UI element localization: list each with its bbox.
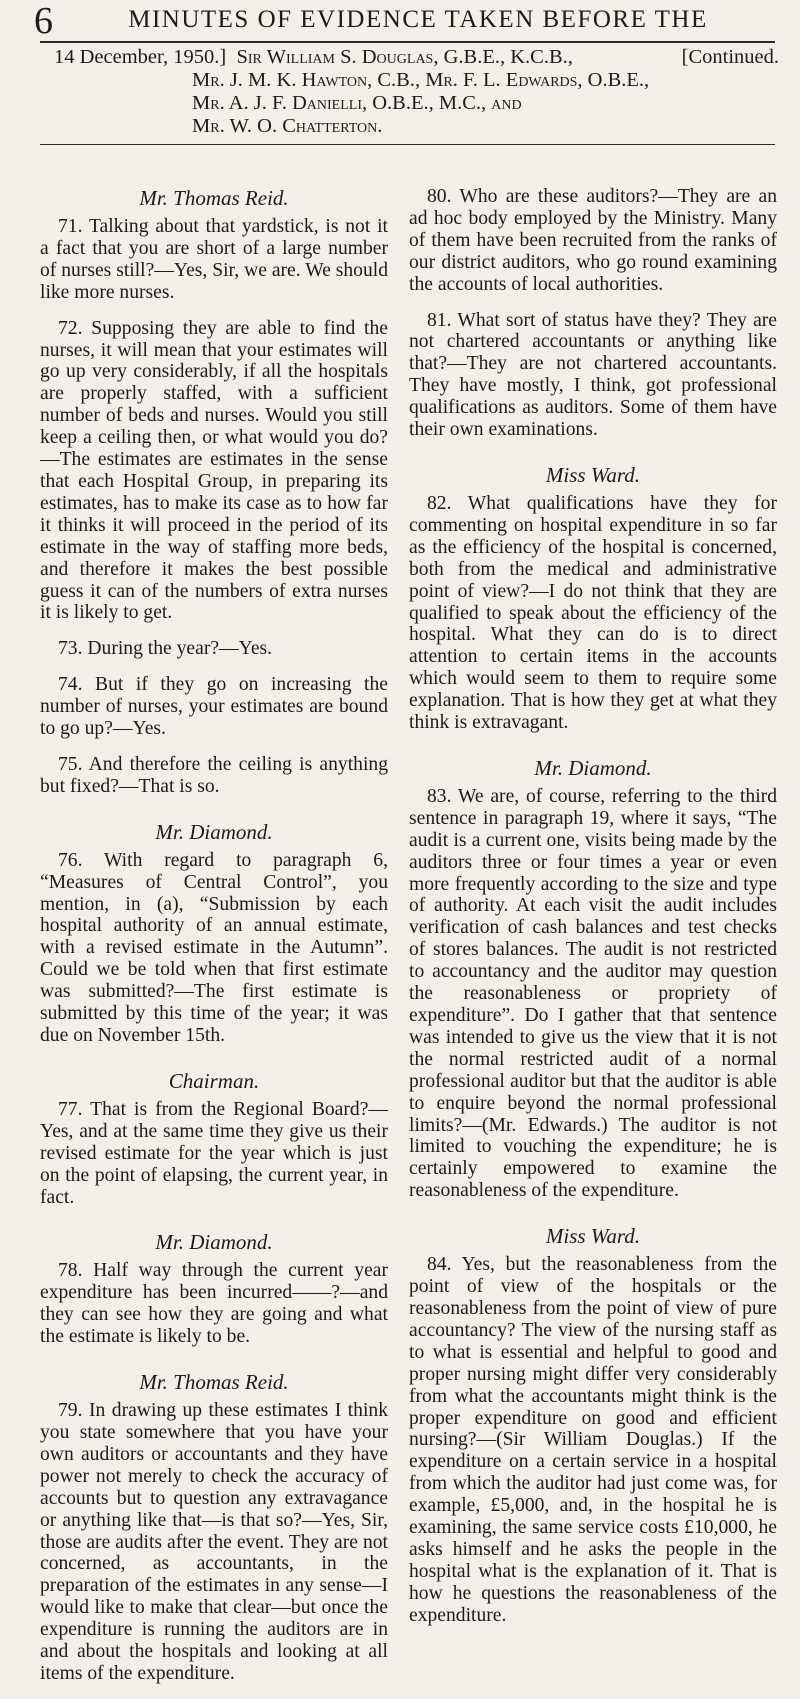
question-75: 75. And therefore the ceiling is anything but fixed?—That is so.: [40, 753, 388, 797]
question-71: 71. Talking about that yardstick, is not it a fact that you are short of a large number of nurses still?—Yes, Sir, we are. We should like more nurses.: [40, 216, 388, 303]
question-84: 84. Yes, but the reasonableness from the point of view of the hospitals or the reasonableness from the point of view of pure accountancy? The view of the nursing staff as to what is essential and helpful to good and proper nursing might differ very considerably from what the accountants might think is the proper expenditure on good and efficient nursing?—(Sir William Douglas.) If the expenditure on a certain service in a hospital from which the auditor had just come was, for example, £5,000, and, in the hospital he is examining, the same service costs £10,000, he asks himself and he asks the people in the hospital what is the explanation of it. That is how he questions the reasonableness of the expenditure.: [409, 1254, 777, 1626]
header-rule: [40, 144, 775, 145]
question-78: 78. Half way through the current year expenditure has been incurred——?—and they can see how they are going and what the estimate is likely to be.: [40, 1260, 388, 1348]
question-77: 77. That is from the Regional Board?—Yes, and at the same time they give us their revised estimate for the year which is just on the point of elapsing, the current year, in fact.: [40, 1098, 388, 1208]
speaker-heading: Miss Ward.: [545, 462, 641, 487]
page-number: 6: [34, 0, 53, 42]
session-line-1: [54, 46, 779, 69]
session-date: 14 December, 1950.]: [54, 46, 227, 68]
speaker-heading: Miss Ward.: [545, 1224, 641, 1249]
speaker-heading: Chairman.: [168, 1068, 260, 1093]
question-80: 80. Who are these auditors?—They are an ad hoc body employed by the Ministry. Many of them have been recruited from the ranks of our district auditors, who go round examining the accounts of local authorities.: [409, 186, 777, 295]
question-76: 76. With regard to paragraph 6, “Measures of Central Control”, you mention, in (a), “Submission by each hospital authority of an annual estimate, with a revised estimate in the Autumn”. Could we be told when that first estimate was submitted?—The first estimate is submitted by this time of the year; it was due on November 15th.: [40, 849, 388, 1046]
continued-label: [Continued.: [681, 46, 779, 68]
speaker-heading: Mr. Diamond.: [155, 1230, 273, 1255]
witness-list-1: Sir William S. Douglas, G.B.E., K.C.B.,: [236, 46, 573, 68]
question-79: 79. In drawing up these estimates I think you state somewhere that you have your own auditors or accountants and they have power not merely to check the accuracy of accounts but to question any extravagance or anything like that—is that so?—Yes, Sir, those are audits after the event. They are not concerned, as accountants, in the preparation of the estimates in any sense—I would like to make that clear—but once the expenditure is running the auditors are in and about the hospitals and looking at all items of the expenditure.: [40, 1400, 388, 1684]
question-81: 81. What sort of status have they? They are not chartered accountants or anything like that?—They are not chartered accountants. They have mostly, I think, got professional qualifications as auditors. Some of them have their own examinations.: [409, 309, 777, 441]
left-column: [40, 186, 388, 1699]
question-73: 73. During the year?—Yes.: [58, 638, 273, 660]
question-74: 74. But if they go on increasing the number of nurses, your estimates are bound to go up?—Yes.: [40, 674, 388, 740]
witness-list-4: Mr. W. O. Chatterton.: [192, 115, 383, 137]
speaker-heading: Mr. Diamond.: [155, 819, 273, 844]
speaker-heading: Mr. Diamond.: [534, 755, 652, 780]
top-rule: [40, 41, 775, 43]
witness-list-3: Mr. A. J. F. Danielli, O.B.E., M.C., and: [192, 92, 522, 114]
right-column: [409, 186, 777, 1641]
speaker-heading: Mr. Thomas Reid.: [139, 186, 289, 210]
question-83: 83. We are, of course, referring to the third sentence in paragraph 19, where it says, “The audit is a current one, visits being made by the auditors three or four times a year or even more frequently according to the size and type of authority. At each visit the audit includes verification of cash balances and test checks of stores balances. The audit is not restricted to accountancy and the auditor may question the reasonableness or propriety of expenditure”. Do I gather that that sentence was intended to give us the view that it is not the normal restricted audit of a normal professional auditor but that the auditor is able to enquire beyond the normal professional limits?—(Mr. Edwards.) The auditor is not limited to vouching the expenditure; he is certainly empowered to examine the reasonableness of the expenditure.: [409, 785, 777, 1202]
question-72: 72. Supposing they are able to find the nurses, it will mean that your estimates will go up very considerably, if all the hospitals are properly staffed, with a sufficient number of beds and nurses. Would you still keep a ceiling then, or what would you do?—The estimates are estimates in the sense that each Hospital Group, in preparing its estimates, has to make its case as to how far it thinks it will proceed in the period of its estimate in the way of staffing more beds, and therefore it makes the best possible guess it can of the numbers of extra nurses it is likely to get.: [40, 317, 388, 624]
session-heading: [54, 46, 779, 138]
running-title: MINUTES OF EVIDENCE TAKEN BEFORE THE: [128, 6, 708, 33]
speaker-heading: Mr. Thomas Reid.: [139, 1370, 289, 1395]
witness-list-2: Mr. J. M. K. Hawton, C.B., Mr. F. L. Edwards, O.B.E.,: [192, 69, 650, 91]
question-82: 82. What qualifications have they for commenting on hospital expenditure in so far as the efficiency of the hospital is concerned, both from the medical and administrative point of view?—I do not think that they are qualified to speak about the efficiency of the hospital. What they can do is to direct attention to certain items in the accounts which would seem to them to require some explanation. That is how they get at what they think is extravagant.: [409, 492, 777, 734]
